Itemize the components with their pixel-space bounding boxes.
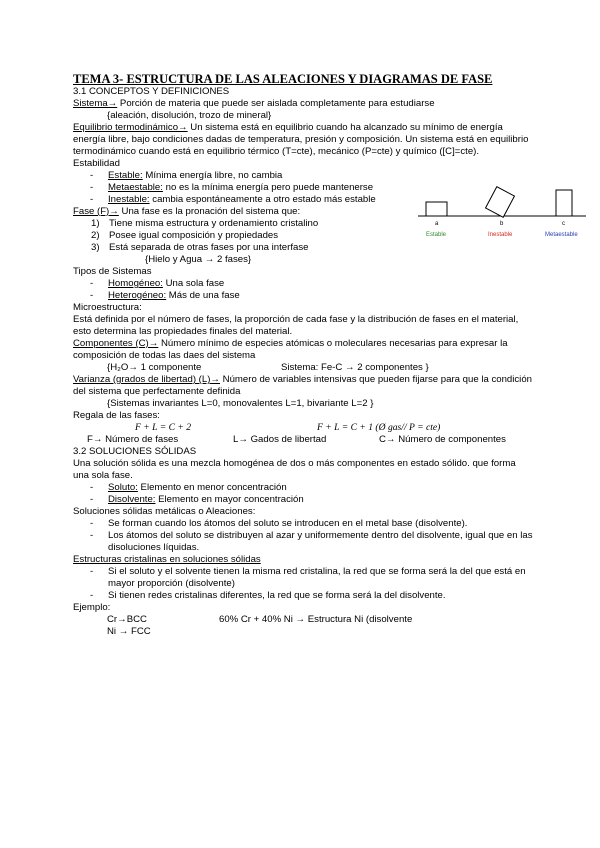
caption-inestable: Inestable xyxy=(488,232,513,238)
document-page xyxy=(73,72,533,638)
item-text: Mínima energía libre, no cambia xyxy=(142,170,283,181)
item-number: 1) xyxy=(91,218,100,229)
list-item: - Los átomos del soluto se distribuyen al azar y uniformemente dentro del disolvente, igual que en las disoluciones líquidas. xyxy=(73,530,533,554)
block-unstable xyxy=(486,187,515,218)
fase-text: Una fase es la pronación del sistema que: xyxy=(118,206,301,217)
legend-l: L→ Gados de libertad xyxy=(233,434,327,445)
estabilidad-list xyxy=(73,170,403,206)
ejemplo-alloy: 60% Cr + 40% Ni → Estructura Ni (disolvente xyxy=(219,614,413,625)
legend-f: F→ Número de fases xyxy=(87,434,179,445)
item-text: Posee igual composición y propiedades xyxy=(109,230,279,241)
fase-example: {Hielo y Agua → 2 fases} xyxy=(145,254,252,265)
phase-rule-equations xyxy=(73,422,533,434)
item-text: Más de una fase xyxy=(166,290,240,301)
item-term: Disolvente: xyxy=(108,494,156,505)
section-heading-3-1: 3.1 CONCEPTOS Y DEFINICIONES xyxy=(73,86,230,97)
item-number: 2) xyxy=(91,230,100,241)
sistema-example: {aleación, disolución, trozo de mineral} xyxy=(107,110,272,121)
caption-metaestable: Metaestable xyxy=(545,232,578,238)
ejemplo-heading: Ejemplo: xyxy=(73,602,111,613)
componentes-example-1: {H₂O→ 1 componente xyxy=(107,362,202,373)
item-term: Homogéneo: xyxy=(108,278,163,289)
item-term: Soluto: xyxy=(108,482,138,493)
label-a: a xyxy=(435,221,439,227)
list-item xyxy=(73,170,403,182)
block-metastable xyxy=(556,190,572,216)
estructuras-heading: Estructuras cristalinas en soluciones sólidas xyxy=(73,554,261,565)
equilibrio-definition xyxy=(73,122,533,158)
equilibrio-term: Equilibrio termodinámico→ xyxy=(73,122,188,133)
componentes-example xyxy=(73,362,533,374)
sistema-text: Porción de materia que puede ser aislada completamente para estudiarse xyxy=(117,98,435,109)
item-term: Inestable: xyxy=(108,194,150,205)
varianza-definition xyxy=(73,374,533,398)
caption-estable: Estable xyxy=(426,232,447,238)
numbered-item xyxy=(73,242,533,254)
list-item: - Si tienen redes cristalinas diferentes, la red que se forma será la del disolvente. xyxy=(73,590,533,602)
sistema-term: Sistema→ xyxy=(73,98,118,109)
stability-diagram xyxy=(418,180,590,242)
block-stable xyxy=(426,202,447,216)
item-term: Estable: xyxy=(108,170,143,181)
section-heading-3-2: 3.2 SOLUCIONES SÓLIDAS xyxy=(73,446,197,457)
list-item xyxy=(73,290,533,302)
item-text: Está separada de otras fases por una interfase xyxy=(109,242,309,253)
list-item: - Se forman cuando los átomos del soluto se introducen en el metal base (disolvente). xyxy=(73,518,533,530)
list-item xyxy=(73,278,533,290)
equation-1: F + L = C + 2 xyxy=(135,422,192,433)
solucion-text: Una solución sólida es una mezcla homogénea de dos o más componentes en estado sólido. que forma una sola fase. xyxy=(73,458,516,481)
ejemplo-cr: Cr→BCC xyxy=(107,614,147,625)
varianza-term: Varianza (grados de libertad) (L)→ xyxy=(73,374,220,385)
componentes-text: Número mínimo de especies atómicas o moleculares necesarias para expresar la composición de todas las daes del sistema xyxy=(73,338,508,361)
page-title: TEMA 3- ESTRUCTURA DE LAS ALEACIONES Y DIAGRAMAS DE FASE xyxy=(73,72,493,86)
item-text: Elemento en mayor concentración xyxy=(155,494,304,505)
tipos-heading: Tipos de Sistemas xyxy=(73,266,152,277)
item-text: cambia espontáneamente a otro estado más estable xyxy=(149,194,376,205)
varianza-example: {Sistemas invariantes L=0, monovalentes L=1, bivariante L=2 } xyxy=(107,398,374,409)
stability-figure xyxy=(418,180,590,242)
list-item xyxy=(73,482,533,494)
equation-2: F + L = C + 1 (Ø gas// P = cte) xyxy=(317,422,441,433)
fase-term: Fase (F)→ xyxy=(73,206,119,217)
ejemplo-ni: Ni → FCC xyxy=(107,626,151,637)
item-text: no es la mínima energía pero puede mantenerse xyxy=(162,182,374,193)
item-text: Una sola fase xyxy=(162,278,225,289)
label-b: b xyxy=(500,221,504,227)
item-number: 3) xyxy=(91,242,100,253)
item-term: Metaestable: xyxy=(108,182,163,193)
item-text: Tiene misma estructura y ordenamiento cristalino xyxy=(109,218,319,229)
label-c: c xyxy=(562,221,565,227)
regla-heading: Regala de las fases: xyxy=(73,410,160,421)
equilibrio-text: Un sistema está en equilibrio cuando ha alcanzado su mínimo de energía energía libre, bajo condiciones dadas de temperatura, presión y composición. Un sistema está en equilibrio termodinámico cuando está en equilibrio térmico (T=cte), mecánico (P=cte) y químico ([C]=cte). xyxy=(73,122,529,157)
micro-text: Está definida por el número de fases, la proporción de cada fase y la distribución de fases en el material, esto determina las propiedades finales del material. xyxy=(73,314,519,337)
componentes-example-2: Sistema: Fe-C → 2 componentes } xyxy=(281,362,429,373)
sistema-definition xyxy=(73,98,533,110)
list-item xyxy=(73,494,533,506)
ejemplo-row-1 xyxy=(73,614,533,626)
list-item xyxy=(73,194,403,206)
legend-c: C→ Número de componentes xyxy=(379,434,506,445)
item-term: Heterogéneo: xyxy=(108,290,167,301)
list-item xyxy=(73,182,403,194)
item-text: Elemento en menor concentración xyxy=(137,482,287,493)
componentes-term: Componentes (C)→ xyxy=(73,338,159,349)
list-item: - Si el soluto y el solvente tienen la misma red cristalina, la red que se forma será la del que está en mayor proporción (disolvente) xyxy=(73,566,533,590)
solmet-heading: Soluciones sólidas metálicas o Aleaciones: xyxy=(73,506,256,517)
phase-rule-legend xyxy=(73,434,533,446)
estabilidad-heading: Estabilidad xyxy=(73,158,120,169)
componentes-definition xyxy=(73,338,533,362)
micro-heading: Microestructura: xyxy=(73,302,142,313)
varianza-text: Número de variables intensivas que pueden fijarse para que la condición del sistema que perfectamente definida xyxy=(73,374,532,397)
